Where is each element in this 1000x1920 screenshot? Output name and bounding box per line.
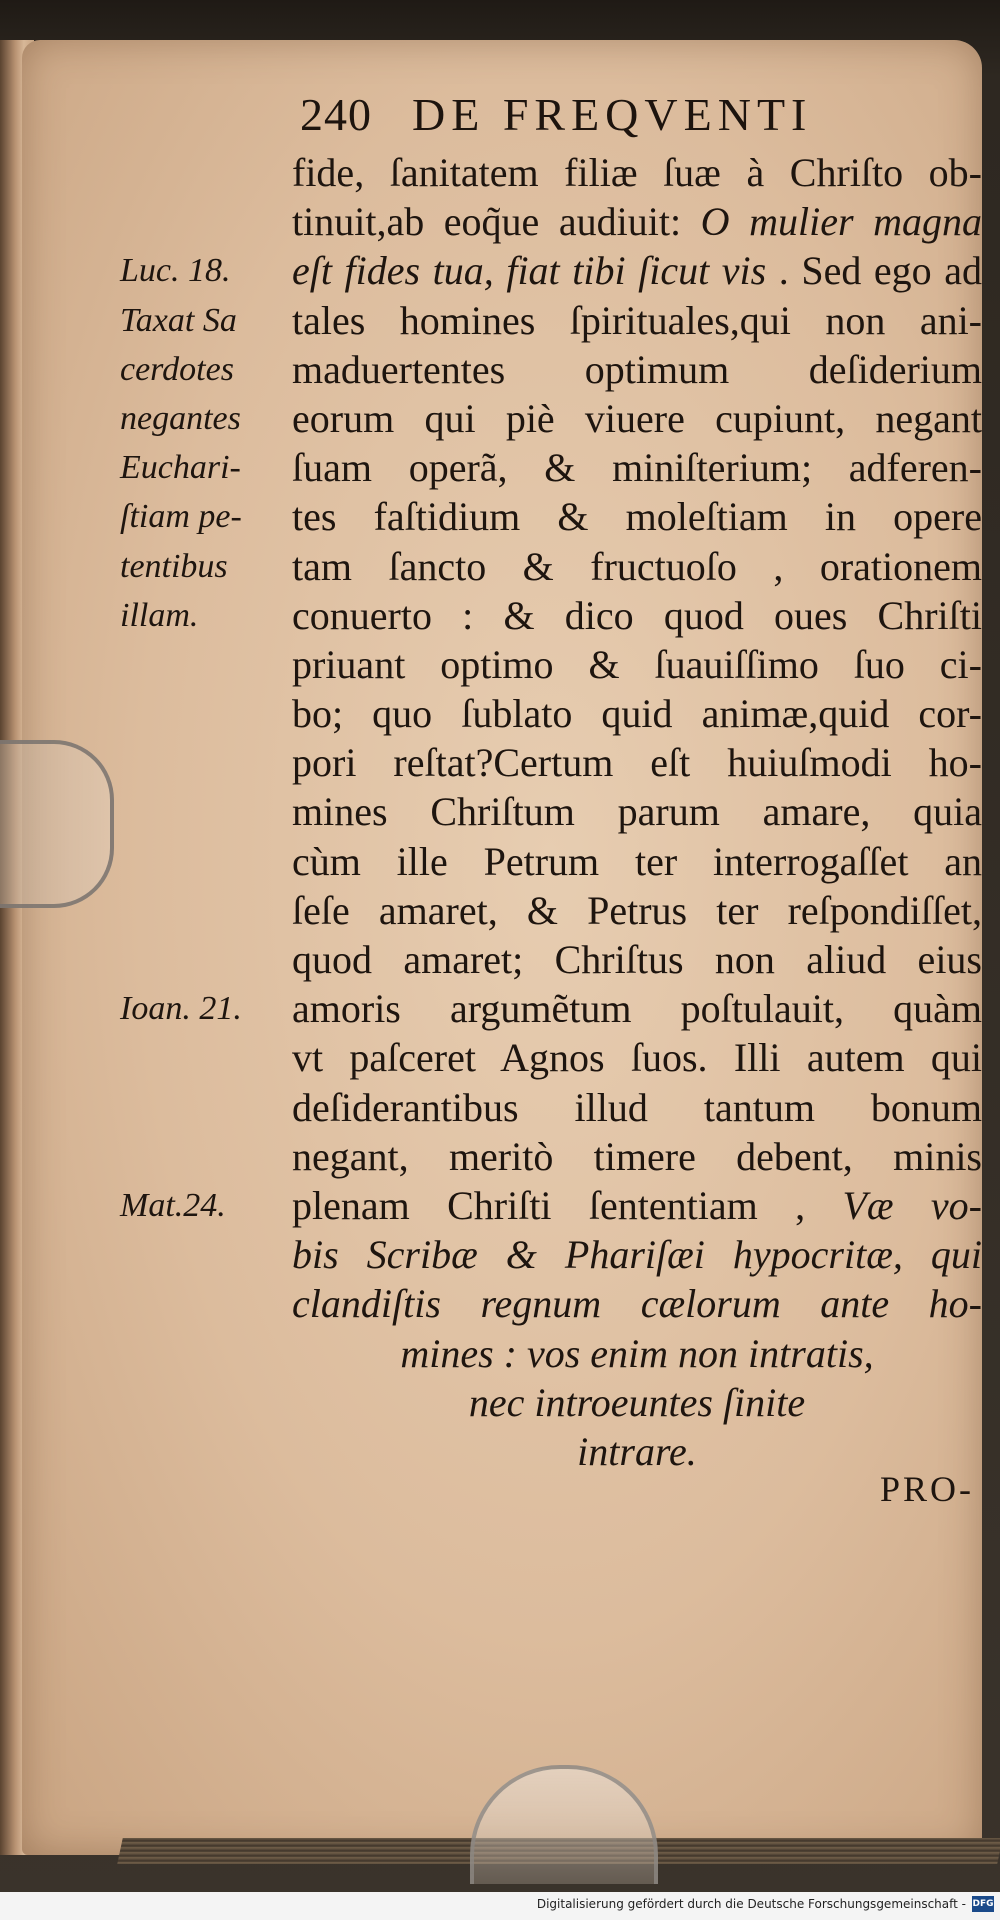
text-run: quod amaret; Chriſtus non aliud eius [292, 937, 982, 982]
running-title: DE FREQVENTI [412, 89, 813, 140]
text-line [292, 984, 982, 1033]
text-line [292, 787, 982, 836]
text-line [292, 1181, 982, 1230]
text-line [292, 738, 982, 787]
text-line [292, 837, 982, 886]
italic-run: Væ vo- [842, 1182, 982, 1228]
text-line [292, 689, 982, 738]
text-run: tinuit,ab eoq̃ue audiuit: [292, 199, 701, 245]
text-run: mines : vos enim non intratis, [400, 1330, 874, 1376]
margin-note: Luc. 18. [120, 252, 231, 290]
italic-run: O mulier magna [700, 199, 982, 245]
text-line [292, 296, 982, 345]
text-line [292, 492, 982, 541]
text-line [292, 197, 982, 246]
text-line [292, 1279, 982, 1328]
text-run: tam ſancto & fructuoſo , orationem [292, 543, 982, 589]
body-text [292, 148, 982, 1476]
text-line [292, 1132, 982, 1181]
text-line [292, 591, 982, 640]
text-run: tales homines ſpirituales,qui non ani- [292, 297, 982, 343]
margin-note: ſtiam pe- [120, 498, 242, 536]
running-header [300, 88, 812, 141]
text-line [292, 640, 982, 689]
margin-note: Euchari- [120, 449, 241, 487]
text-run: eorum qui piè viuere cupiunt, negant [292, 395, 982, 441]
text-run: pori reſtat?Certum eſt huiuſmodi ho- [292, 740, 982, 786]
margin-note: illam. [120, 596, 199, 634]
text-line [292, 345, 982, 394]
page-number: 240 [300, 89, 372, 140]
text-run: eſt fides tua, fiat tibi ſicut vis [292, 248, 767, 294]
margin-note: Ioan. 21. [120, 990, 242, 1028]
text-line [292, 542, 982, 591]
text-run: bis Scribæ & Phariſæi hypocritæ, qui [292, 1232, 982, 1278]
text-run: deſiderantibus illud tantum bonum [292, 1084, 982, 1130]
margin-note: cerdotes [120, 350, 234, 388]
text-run: negant, meritò timere debent, minis [292, 1133, 982, 1179]
text-run: cùm ille Petrum ter interrogaſſet an [292, 838, 982, 884]
page-clip-left [0, 740, 114, 908]
text-run: conuerto : & dico quod oues Chriſti [292, 592, 982, 638]
text-run: ſeſe amaret, & Petrus ter reſpondiſſet, [292, 887, 982, 933]
margin-note: Mat.24. [120, 1187, 226, 1225]
text-line [292, 148, 982, 197]
text-line [292, 1378, 982, 1427]
text-run: amoris argumẽtum poſtulauit, quàm [292, 986, 982, 1032]
text-line [292, 1083, 982, 1132]
margin-note: tentibus [120, 547, 228, 585]
margin-note: negantes [120, 400, 241, 437]
text-run: fide, ſanitatem filiæ ſuæ à Chriſto ob- [292, 150, 982, 195]
text-run: priuant optimo & ſuauiſſimo ſuo ci- [292, 641, 982, 687]
dfg-logo: DFG [972, 1896, 994, 1912]
text-run: . Sed ego ad [766, 248, 982, 294]
catchword: PRO- [880, 1469, 975, 1509]
text-run: bo; quo ſublato quid animæ,quid cor- [292, 691, 982, 737]
text-run: vt paſceret Agnos ſuos. Illi autem qui [292, 1035, 982, 1081]
text-line [292, 1329, 982, 1378]
text-line [292, 886, 982, 935]
text-line [292, 1033, 982, 1082]
text-run: tes faſtidium & moleſtiam in opere [292, 494, 982, 540]
text-line [292, 394, 982, 443]
text-line [292, 1230, 982, 1279]
margin-note: Taxat Sa [120, 301, 237, 339]
text-line [292, 1427, 982, 1476]
text-line [292, 443, 982, 492]
text-run: clandiſtis regnum cælorum ante ho- [292, 1281, 982, 1327]
text-run: nec introeuntes ſinite [468, 1379, 806, 1425]
text-run: maduertentes optimum deſiderium [292, 346, 982, 392]
text-run: plenam Chriſti ſententiam , [292, 1182, 843, 1228]
funding-credit: Digitalisierung gefördert durch die Deutsche Forschungsgemeinschaft - [536, 1897, 966, 1911]
text-line [292, 246, 982, 295]
text-run: mines Chriſtum parum amare, quia [292, 789, 982, 835]
text-line [292, 935, 982, 984]
text-run: ſuam operã, & miniſterium; adferen- [292, 445, 982, 491]
text-run: intrare. [577, 1428, 697, 1474]
